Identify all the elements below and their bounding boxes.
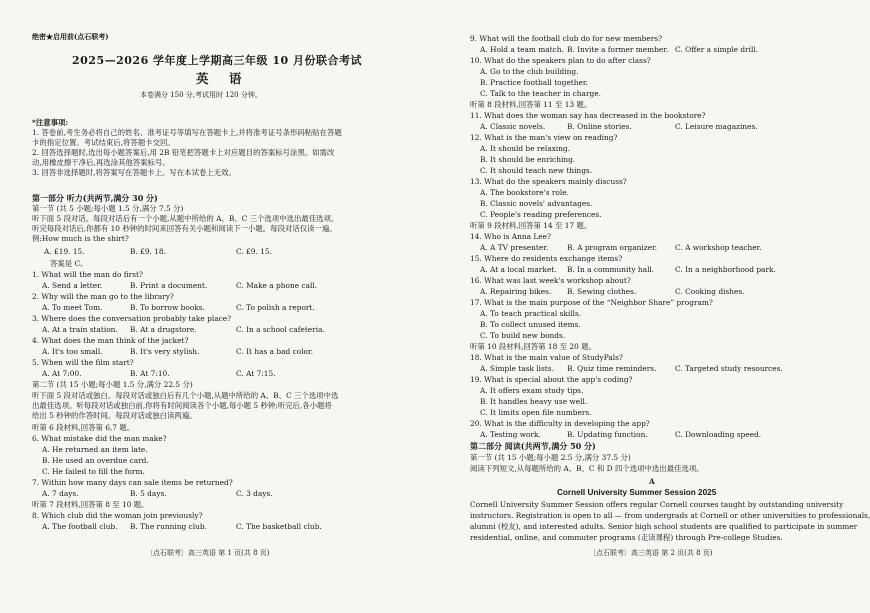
instruction-line: 听下面 5 段对话。每段对话后有一个小题,从题中所给的 A、B、C 三个选项中选出最佳选项。 [32,214,339,223]
option: B. At a drugstore. [130,325,197,334]
option: C. It should teach new things. [480,166,593,175]
question-5: 5. When will the film start? [32,358,134,367]
page-footer: 〔点石联考〕高三英语 第 2 页(共 8 页) [589,549,713,557]
option: B. At 7:10. [130,369,170,378]
note-line: 动,用橡皮擦干净后,再选涂其他答案标号。 [32,158,170,167]
option: A. Hold a team match. [480,45,564,54]
option: A. Send a letter. [42,281,103,290]
option: A. 7 days. [42,489,79,498]
instruction-line: 出最佳选项。听每段对话或独白前,你将有时间阅读各个小题,每小题 5 秒钟;听完后,各小题将 [32,401,332,410]
option: A. At 7:00. [42,369,82,378]
option: C. He failed to fill the form. [42,467,145,476]
group-heading: 听第 8 段材料,回答第 11 至 13 题。 [470,100,592,109]
option: B. The running club. [130,522,207,531]
option: A. The bookstore's role. [480,188,569,197]
option: C. Downloading speed. [675,430,762,439]
question-9: 9. What will the football club do for new members? [470,34,663,43]
instruction-line: 听下面 5 段对话或独白。每段对话或独白后有几个小题,从题中所给的 A、B、C 三个选项中选 [32,391,339,400]
option: A. The football club. [42,522,118,531]
question-6: 6. What mistake did the man make? [32,434,167,443]
option: B. He used an overdue card. [42,456,149,465]
question-8: 8. Which club did the woman join previously? [32,511,203,520]
option: C. Offer a simple drill. [675,45,759,54]
question-4: 4. What does the man think of the jacket? [32,336,189,345]
question-10: 10. What do the speakers plan to do after class? [470,56,651,65]
option: A. To teach practical skills. [480,309,582,318]
question-14: 14. Who is Anna Lee? [470,232,551,241]
part-1-heading: 第一部分 听力(共两节,满分 30 分) [32,193,158,203]
option: C. People's reading preferences. [480,210,602,219]
option: A. Go to the club building. [480,67,579,76]
option: B. Updating function. [567,430,648,439]
option: C. Cooking dishes. [675,287,745,296]
question-3: 3. Where does the conversation probably take place? [32,314,232,323]
option: B. To borrow books. [130,303,205,312]
option: A. Classic novels. [480,122,546,131]
exam-title: 2025—2026 学年度上学期高三年级 10 月份联合考试 [72,54,363,67]
option: B. Quiz time reminders. [567,364,657,373]
option: A. To meet Tom. [42,303,103,312]
option: A. Testing work. [480,430,541,439]
example-option: B. £9. 18. [130,247,166,256]
note-line: 卡的指定位置。考试结束后,将答题卡交回。 [32,138,175,147]
option: C. A workshop teacher. [675,243,762,252]
option: C. To build new bonds. [480,331,566,340]
section-2-heading: 第二节 (共 15 小题;每小题 1.5 分,满分 22.5 分) [32,380,193,389]
option: C. In a neighborhood park. [675,265,776,274]
instruction-line: 阅读下列短文,从每题所给的 A、B、C 和 D 四个选项中选出最佳选项。 [470,464,704,473]
option: B. Classic novels' advantages. [480,199,593,208]
page-2 [435,0,870,613]
example-option: C. £9. 15. [236,247,272,256]
option: B. Invite a former member. [567,45,669,54]
note-line: 2. 回答选择题时,选出每小题答案后,用 2B 铅笔把答题卡上对应题目的答案标号涂黑。如需改 [32,148,335,157]
option: A. It offers exam study tips. [480,386,584,395]
option: C. At 7:15. [236,369,276,378]
question-11: 11. What does the woman say has decreased in the bookstore? [470,111,706,120]
option: B. A program organizer. [567,243,658,252]
group-heading: 听第 9 段材料,回答第 14 至 17 题。 [470,221,592,230]
question-18: 18. What is the main value of StudyPals? [470,353,623,362]
group-heading: 听第 10 段材料,回答第 18 至 20 题。 [470,342,596,351]
option: B. Practice football together. [480,78,588,87]
passage-line: alumni (校友), and interested adults. Senior high school students are qualified to participate in summer [470,522,858,531]
option: C. The basketball club. [236,522,322,531]
question-7: 7. Within how many days can sale items be returned? [32,478,233,487]
option: A. He returned an item late. [42,445,148,454]
question-17: 17. What is the main purpose of the “Neighbor Share” program? [470,298,713,307]
option: C. It has a bad color. [236,347,314,356]
example-question: 例:How much is the shirt? [32,234,129,243]
option: A. Repairing bikes. [480,287,552,296]
confidential-label: 绝密★启用前(点石联考) [32,32,109,41]
question-20: 20. What is the difficulty in developing the app? [470,419,650,428]
option: A. A TV presenter. [480,243,549,252]
option: A. At a local market. [480,265,557,274]
question-15: 15. Where do residents exchange items? [470,254,623,263]
section-1-heading: 第一节 (共 5 小题;每小题 1.5 分,满分 7.5 分) [32,204,184,213]
option: B. Online stories. [567,122,632,131]
notes-heading: *注意事项: [32,118,69,127]
question-16: 16. What was last week's workshop about? [470,276,631,285]
question-2: 2. Why will the man go to the library? [32,292,174,301]
section-heading: 第一节 (共 15 小题;每小题 2.5 分,满分 37.5 分) [470,453,631,462]
question-12: 12. What is the man's view on reading? [470,133,618,142]
instruction-line: 给出 5 秒钟的作答时间。每段对话或独白读两遍。 [32,411,197,420]
group-heading: 听第 6 段材料,回答第 6,7 题。 [32,423,135,432]
option: B. In a community hall. [567,265,655,274]
passage-line: instructors. Registration is open to all — from undergrads at Cornell or other universities to professionals, [470,511,870,520]
option: A. It should be relaxing. [480,144,570,153]
passage-letter: A [649,477,655,486]
option: A. Simple task lists. [480,364,554,373]
passage-line: residential, online, and commuter programs (走读课程) through Pre-college Studies. [470,533,783,542]
option: C. Targeted study resources. [675,364,783,373]
passage-title: Cornell University Summer Session 2025 [557,488,717,497]
option: C. In a school cafeteria. [236,325,325,334]
option: B. 5 days. [130,489,167,498]
option: B. Print a document. [130,281,208,290]
passage-line: Cornell University Summer Session offers regular Cornell courses taught by outstanding university [470,500,844,509]
option: A. At a train station. [42,325,118,334]
option: B. To collect unused items. [480,320,581,329]
example-answer: 答案是 C。 [50,259,88,268]
group-heading: 听第 7 段材料,回答第 8 至 10 题。 [32,500,149,509]
instruction-line: 听完每段对话后,你都有 10 秒钟的时间来回答有关小题和阅读下一小题。每段对话仅读一遍。 [32,224,337,233]
question-1: 1. What will the man do first? [32,270,143,279]
option: C. Leisure magazines. [675,122,758,131]
option: B. It handles heavy use well. [480,397,588,406]
example-option: A. £19. 15. [44,247,85,256]
option: C. To polish a report. [236,303,315,312]
option: B. It's very stylish. [130,347,200,356]
question-13: 13. What do the speakers mainly discuss? [470,177,627,186]
option: B. It should be enriching. [480,155,576,164]
option: C. 3 days. [236,489,273,498]
subject-title: 英 语 [196,71,250,86]
note-line: 3. 回答非选择题时,将答案写在答题卡上。写在本试卷上无效。 [32,168,236,177]
option: C. It limits open file numbers. [480,408,592,417]
question-19: 19. What is special about the app's coding? [470,375,633,384]
option: C. Make a phone call. [236,281,318,290]
option: B. Sewing clothes. [567,287,637,296]
note-line: 1. 答卷前,考生务必将自己的姓名、准考证号等填写在答题卡上,并将准考证号条形码粘贴在答题 [32,128,342,137]
option: A. It's too small. [42,347,103,356]
exam-meta: 本卷满分 150 分,考试用时 120 分钟。 [140,91,262,99]
part-2-heading: 第二部分 阅读(共两节,满分 50 分) [470,441,596,451]
option: C. Talk to the teacher in charge. [480,89,601,98]
page-footer: 〔点石联考〕高三英语 第 1 页(共 8 页) [146,549,270,557]
